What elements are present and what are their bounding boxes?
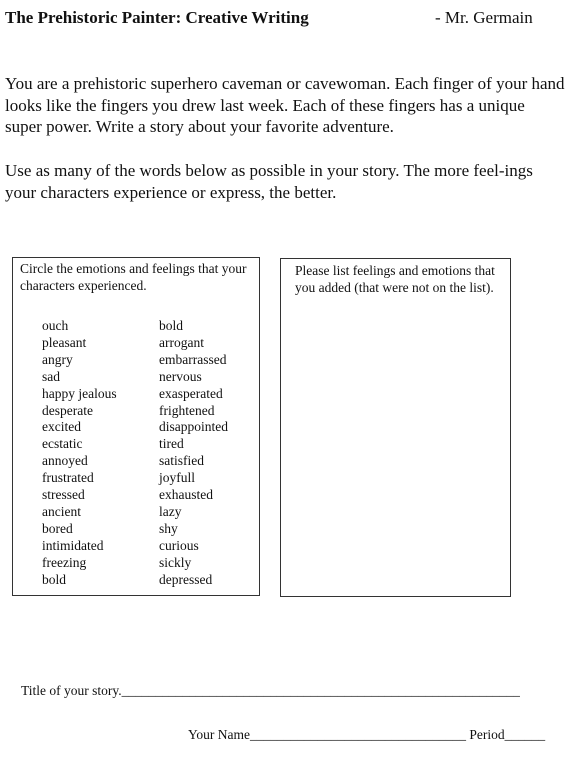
emotion-word: excited [42,419,81,435]
emotion-word: embarrassed [159,351,227,367]
worksheet-title: The Prehistoric Painter: Creative Writing [5,8,309,27]
teacher-name: - Mr. Germain [435,8,533,27]
emotion-word: bored [42,520,73,536]
emotion-word: depressed [159,571,213,587]
emotion-word: freezing [42,554,87,570]
emotions-column-1 [42,318,117,589]
emotion-word: angry [42,351,73,367]
emotion-word: sad [42,368,60,384]
emotion-word: frustrated [42,470,94,486]
instructions-paragraph-2: Use as many of the words below as possible in your story. The more feel-ings your characters experience or express, the better. [5,161,533,202]
emotion-word: curious [159,537,199,553]
emotion-word: stressed [42,487,85,503]
emotion-word: ecstatic [42,436,83,452]
added-emotions-box[interactable] [280,258,511,597]
emotion-word: annoyed [42,453,88,469]
name-period-line[interactable]: Your Name________________________________ Period______ [188,727,546,742]
emotion-word: pleasant [42,334,87,350]
emotion-word: shy [159,520,178,536]
emotion-word: exasperated [159,385,223,401]
emotion-word: bold [42,571,67,587]
emotion-word: disappointed [159,419,228,435]
instructions-paragraph-1: You are a prehistoric superhero caveman or cavewoman. Each finger of your hand looks like the fingers you drew last week. Each of these fingers has a unique super power. Write a story about your favorite adventure. [5,74,565,136]
added-emotions-heading: Please list feelings and emotions that you added (that were not on the list). [295,263,495,295]
emotion-word: happy jealous [42,385,117,401]
emotion-word: nervous [159,368,202,384]
emotion-word: ouch [42,318,69,333]
story-title-line[interactable]: Title of your story.___________________________________________________________ [21,683,520,698]
emotion-word: frightened [159,402,215,418]
emotion-word: lazy [159,503,182,519]
emotion-word: sickly [159,554,192,570]
emotions-column-2 [159,318,228,589]
emotion-word: joyfull [159,470,195,486]
emotion-word: bold [159,318,184,333]
emotion-word: exhausted [159,487,213,503]
emotion-word: satisfied [159,453,204,469]
emotions-box [12,257,260,596]
emotion-word: ancient [42,503,81,519]
emotions-box-heading: Circle the emotions and feelings that your characters experienced. [20,261,247,293]
emotion-word: tired [159,436,184,452]
emotion-word: arrogant [159,334,204,350]
emotion-word: intimidated [42,537,104,553]
emotion-word: desperate [42,402,93,418]
